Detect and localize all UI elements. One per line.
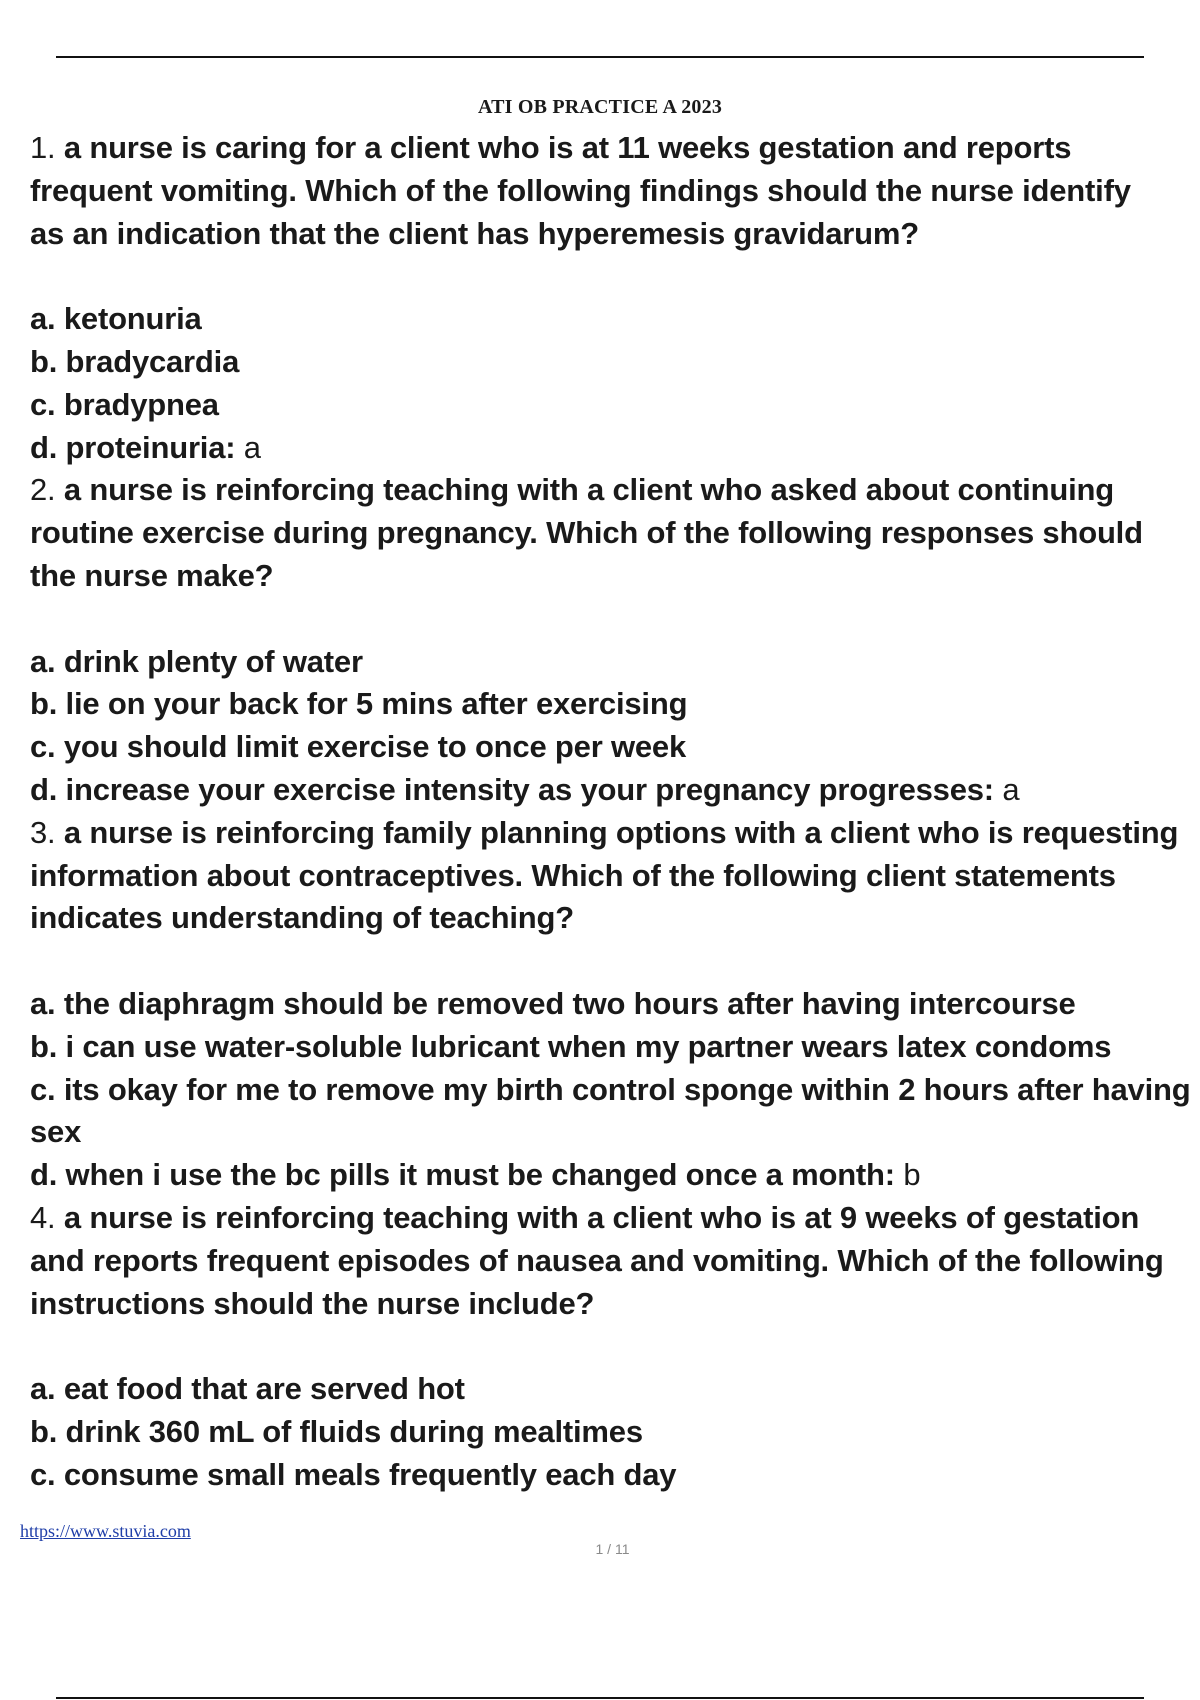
question-1-answer: a [235, 429, 261, 465]
question-1-stem-line-1: 1. a nurse is caring for a client who is at 11 weeks gestation and reports [30, 130, 1072, 165]
question-3-stem-line-1: 3. a nurse is reinforcing family planning options with a client who is requesting [30, 814, 1179, 850]
question-number: 4. [30, 1199, 56, 1235]
question-2-stem-line-2: routine exercise during pregnancy. Which of the following responses should [30, 515, 1143, 551]
question-2-option-d: d. increase your exercise intensity as your pregnancy progresses: a [30, 771, 1020, 807]
document-title: ATI OB PRACTICE A 2023 [477, 96, 723, 118]
question-3-stem-line-2: information about contraceptives. Which of the following client statements [30, 857, 1116, 893]
top-rule [56, 56, 1144, 58]
question-4-stem-line-3: instructions should the nurse include? [30, 1285, 595, 1321]
bottom-rule [56, 1697, 1144, 1699]
question-2-option-c: c. you should limit exercise to once per week [30, 729, 687, 765]
source-link[interactable]: https://www.stuvia.com [20, 1521, 191, 1541]
question-number: 3. [30, 814, 56, 850]
question-2-option-b: b. lie on your back for 5 mins after exercising [30, 686, 688, 722]
question-1-option-a: a. ketonuria [30, 301, 202, 337]
question-3-option-d: d. when i use the bc pills it must be changed once a month: b [30, 1157, 921, 1193]
question-4-option-c: c. consume small meals frequently each day [30, 1456, 677, 1492]
spacer [30, 940, 1200, 983]
question-4-stem-line-2: and reports frequent episodes of nausea and vomiting. Which of the following [30, 1242, 1164, 1278]
question-4-stem-line-1: 4. a nurse is reinforcing teaching with a client who is at 9 weeks of gestation [30, 1199, 1140, 1235]
question-3-option-b: b. i can use water-soluble lubricant when my partner wears latex condoms [30, 1028, 1112, 1064]
question-3-stem-line-3: indicates understanding of teaching? [30, 900, 574, 936]
spacer [30, 255, 1200, 298]
question-1-option-d: d. proteinuria: a [30, 429, 261, 465]
question-1-option-b: b. bradycardia [30, 343, 240, 379]
question-3-option-c: c. its okay for me to remove my birth control sponge within 2 hours after having [30, 1071, 1191, 1107]
question-3-option-a: a. the diaphragm should be removed two hours after having intercourse [30, 985, 1076, 1021]
question-3-answer: b [894, 1157, 921, 1193]
question-2-option-a: a. drink plenty of water [30, 643, 363, 679]
question-number: 2. [30, 472, 56, 508]
question-1-stem-line-2: frequent vomiting. Which of the following findings should the nurse identify [30, 172, 1131, 208]
question-1-option-c: c. bradypnea [30, 386, 219, 422]
question-2-stem-line-1: 2. a nurse is reinforcing teaching with a client who asked about continuing [30, 472, 1114, 508]
question-3-option-c-continued: sex [30, 1114, 82, 1150]
question-4-option-b: b. drink 360 mL of fluids during mealtimes [30, 1413, 643, 1449]
spacer [30, 1325, 1200, 1368]
page-indicator: 1 / 11 [595, 1541, 630, 1557]
question-2-stem-line-3: the nurse make? [30, 557, 274, 593]
spacer [30, 598, 1200, 641]
question-1-stem-line-3: as an indication that the client has hyperemesis gravidarum? [30, 215, 919, 251]
document-body [30, 127, 1200, 1497]
question-number: 1. [30, 130, 56, 165]
question-2-answer: a [993, 771, 1020, 807]
question-4-option-a: a. eat food that are served hot [30, 1371, 465, 1407]
